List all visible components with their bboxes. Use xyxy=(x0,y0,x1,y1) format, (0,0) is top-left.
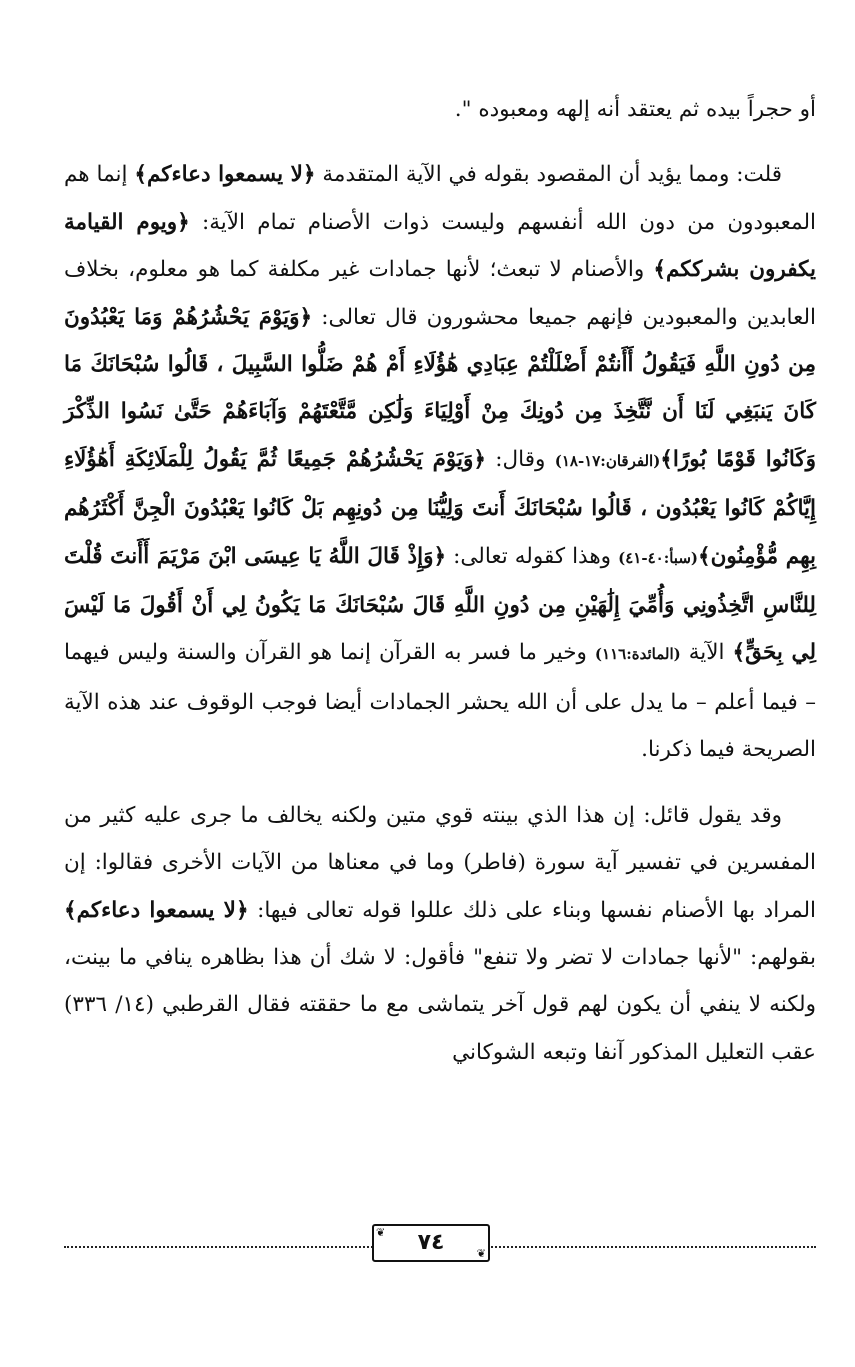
text-segment: إنما هم المعبودون من دون الله أنفسهم وليست ذوات الأصنام تمام الآية: xyxy=(64,162,816,235)
text-segment: أو حجراً بيده ثم يعتقد أنه إلهه ومعبوده ". xyxy=(454,97,816,122)
page-footer xyxy=(64,1222,816,1266)
quran-verse: ﴿وَإِذْ قَالَ اللَّهُ يَا عِيسَى ابْنَ مَرْيَمَ أَأَنتَ قُلْتَ لِلنَّاسِ اتَّخِذُونِي وَأُمِّيَ إِلَٰهَيْنِ مِن دُونِ اللَّهِ قَالَ سُبْحَانَكَ مَا يَكُونُ لِي أَنْ أَقُولَ مَا لَيْسَ لِي بِحَقٍّ﴾ xyxy=(64,543,816,666)
text-segment: قلت: ومما يؤيد أن المقصود بقوله في الآية المتقدمة xyxy=(315,162,782,188)
text-segment: وخير ما فسر به القرآن إنما هو القرآن والسنة وليس فيهما – فيما أعلم – ما يدل على أن الله يحشر الجمادات أيضا فوجب الوقوف عند هذه الآية الصريحة فيما ذكرنا. xyxy=(64,640,816,763)
verse-reference: (المائدة:١١٦) xyxy=(594,645,681,664)
verse-reference: (الفرقان:١٧-١٨) xyxy=(554,451,661,470)
text-segment: الآية xyxy=(680,640,733,666)
page-number: ٧٤ xyxy=(417,1230,445,1255)
page-body xyxy=(64,86,816,1076)
quran-verse: ﴿وَيَوْمَ يَحْشُرُهُمْ جَمِيعًا ثُمَّ يَقُولُ لِلْمَلَائِكَةِ أَهَٰؤُلَاءِ إِيَّاكُمْ كَانُوا يَعْبُدُون ، قَالُوا سُبْحَانَكَ أَنتَ وَلِيُّنَا مِن دُونِهِم بَلْ كَانُوا يَعْبُدُونَ الْجِنَّ أَكْثَرُهُم بِهِم مُّؤْمِنُون﴾ xyxy=(64,446,817,569)
verse-reference: (سبأ:٤٠-٤١) xyxy=(618,548,698,567)
quran-verse: ﴿ويوم القيامة يكفرون بشرككم﴾ xyxy=(64,209,817,283)
paragraph-1 xyxy=(64,86,816,133)
text-segment: وقد يقول قائل: إن هذا الذي بينته قوي متين ولكنه يخالف ما جرى عليه كثير من المفسرين في تفسير آية سورة (فاطر) وما في معناها من الآيات الأخرى فقالوا: إن المراد بها الأصنام نفسها وبناء على ذلك عللوا قوله تعالى فيها: xyxy=(64,802,816,923)
page-number-box xyxy=(372,1224,490,1262)
text-segment: بقولهم: "لأنها جمادات لا تضر ولا تنفع" فأقول: لا شك أن هذا بظاهره ينافي ما بينت، ولكنه لا ينفي أن يكون لهم قول آخر يتماشى مع ما حققته فقال القرطبي (١٤/ ٣٣٦) عقب التعليل المذكور آنفا وتبعه الشوكاني xyxy=(64,944,816,1065)
paragraph-2 xyxy=(64,151,816,773)
text-segment: وهذا كقوله تعالى: xyxy=(446,543,619,569)
ornament-icon: ❦ xyxy=(376,1226,386,1239)
text-segment: وقال: xyxy=(485,446,555,472)
paragraph-3 xyxy=(64,792,816,1076)
ornament-icon: ❦ xyxy=(476,1247,486,1260)
quran-verse: ﴿لا يسمعوا دعاءكم﴾ xyxy=(64,897,249,923)
quran-verse: ﴿وَيَوْمَ يَحْشُرُهُمْ وَمَا يَعْبُدُونَ مِن دُونِ اللَّهِ فَيَقُولُ أَأَنتُمْ أَضْلَلْتُمْ عِبَادِي هَٰؤُلَاءِ أَمْ هُمْ ضَلُّوا السَّبِيلَ ، قَالُوا سُبْحَانَكَ مَا كَانَ يَنبَغِي لَنَا أَن نَّتَّخِذَ مِن دُونِكَ مِنْ أَوْلِيَاءَ وَلَٰكِن مَّتَّعْتَهُمْ وَآبَاءَهُمْ حَتَّىٰ نَسُوا الذِّكْرَ وَكَانُوا قَوْمًا بُورًا﴾ xyxy=(64,304,816,472)
quran-verse: ﴿لا يسمعوا دعاءكم﴾ xyxy=(134,162,316,188)
text-segment: والأصنام لا تبعث؛ لأنها جمادات غير مكلفة كما هو معلوم، بخلاف العابدين والمعبودين فإنهم جميعا محشورون قال تعالى: xyxy=(64,257,817,330)
